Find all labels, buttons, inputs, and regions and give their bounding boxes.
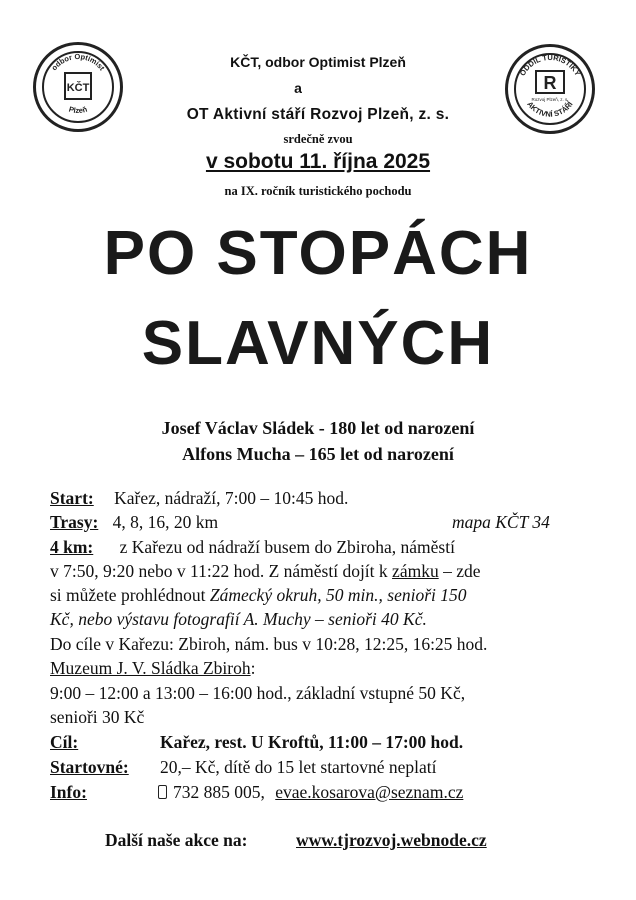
museum-label: Muzeum J. V. Sládka Zbiroh <box>50 658 251 678</box>
title-line-1: PO STOPÁCH <box>103 219 533 288</box>
routes-value: 4, 8, 16, 20 km <box>112 512 219 532</box>
castle-link: zámku <box>392 561 439 581</box>
start-label: Start: <box>50 488 94 508</box>
info-label: Info: <box>50 782 87 802</box>
km4-row <box>50 537 455 558</box>
map-note: mapa KČT 34 <box>452 512 550 532</box>
fee-label: Startovné: <box>50 757 129 777</box>
museum-hours: 9:00 – 12:00 a 13:00 – 16:00 hod., základní vstupné 50 Kč, <box>50 683 466 703</box>
routes-row <box>50 512 218 533</box>
info-phone: 732 885 005, <box>173 782 265 802</box>
finish-row <box>50 732 78 753</box>
event-edition: na IX. ročník turistického pochodu <box>224 184 412 198</box>
footer-more-label: Další naše akce na: <box>105 830 248 850</box>
anniversary-sladek: Josef Václav Sládek - 180 let od narození <box>161 418 475 438</box>
return-line: Do cíle v Kařezu: Zbiroh, nám. bus v 10:28, 12:25, 16:25 hod. <box>50 634 488 654</box>
km4-line-2-start: v 7:50, 9:20 nebo v 11:22 hod. Z náměstí dojít k <box>50 561 393 581</box>
title-line-2: SLAVNÝCH <box>141 309 495 378</box>
event-date: v sobotu 11. října 2025 <box>205 150 431 173</box>
routes-label: Trasy: <box>50 512 99 532</box>
km4-line-2 <box>50 561 481 582</box>
info-email-link[interactable]: evae.kosarova@seznam.cz <box>275 782 464 802</box>
museum-colon: : <box>250 658 256 678</box>
km4-label: 4 km: <box>50 537 94 557</box>
info-row <box>50 782 87 803</box>
start-value: Kařez, nádraží, 7:00 – 10:45 hod. <box>114 488 349 508</box>
fee-row <box>50 757 129 778</box>
organizer-and: a <box>294 80 302 96</box>
anniversary-mucha: Alfons Mucha – 165 let od narození <box>182 444 454 464</box>
finish-label: Cíl: <box>50 732 79 752</box>
km4-line-3-italic: Zámecký okruh, 50 min., senioři 150 <box>209 585 467 605</box>
aktivni-stari-logo-top-text: ODDÍL TURISTIKY <box>517 52 583 78</box>
kct-logo-top-text: odbor Optimist <box>49 51 107 73</box>
fee-value: 20,– Kč, dítě do 15 let startovné neplatí <box>160 757 437 777</box>
organizer-2: OT Aktivní stáří Rozvoj Plzeň, z. s. <box>186 106 450 123</box>
phone-icon <box>158 785 167 799</box>
invite-text: srdečně zvou <box>283 132 353 146</box>
kct-logo-bottom-text: Plzeň <box>67 104 89 116</box>
km4-line-2-end: – zde <box>438 561 481 581</box>
museum-row <box>50 658 255 679</box>
finish-value: Kařez, rest. U Kroftů, 11:00 – 17:00 hod. <box>160 732 464 752</box>
aktivni-stari-logo-bottom-text: AKTIVNÍ STÁŘÍ <box>525 99 575 119</box>
museum-seniors: senioři 30 Kč <box>50 707 145 727</box>
footer-website-link[interactable]: www.tjrozvoj.webnode.cz <box>296 830 487 850</box>
info-value <box>158 782 463 803</box>
kct-logo-monogram: KČT <box>66 82 90 94</box>
organizer-1: KČT, odbor Optimist Plzeň <box>230 54 406 70</box>
km4-line-3 <box>50 585 467 606</box>
aktivni-stari-logo-center-text: Rozvoj Plzeň, z. s. <box>531 97 569 102</box>
km4-line-4: Kč, nebo výstavu fotografií A. Muchy – senioři 40 Kč. <box>50 609 427 629</box>
start-row <box>50 488 348 509</box>
aktivni-stari-logo-monogram: R <box>543 73 557 93</box>
km4-line-3-start: si můžete prohlédnout <box>50 585 210 605</box>
km4-line-1: z Kařezu od nádraží busem do Zbiroha, náměstí <box>119 537 455 557</box>
